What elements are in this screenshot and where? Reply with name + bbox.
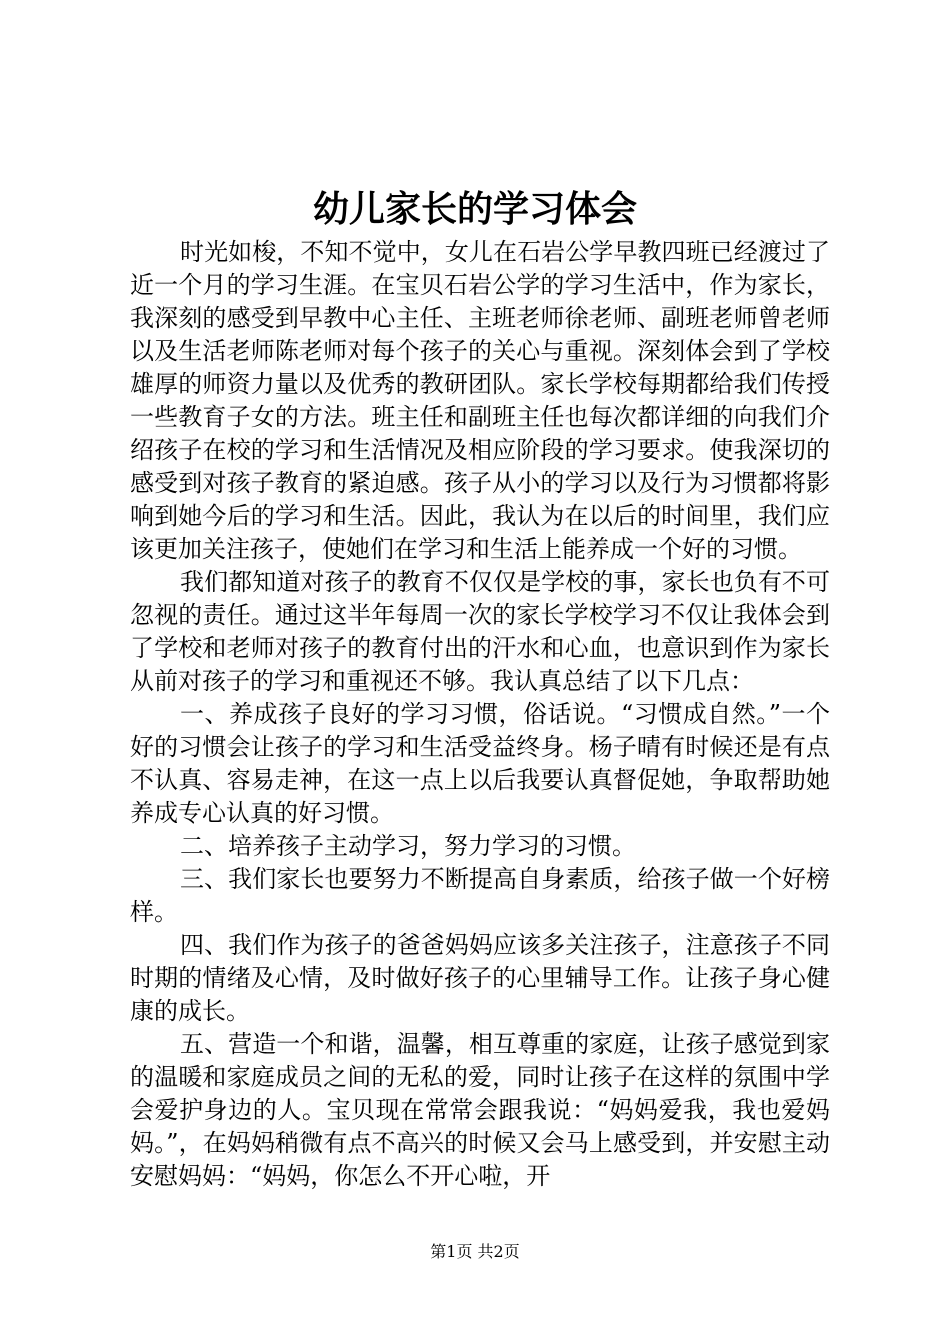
paragraph-intro: 时光如梭，不知不觉中，女儿在石岩公学早教四班已经渡过了近一个月的学习生涯。在宝贝石岩公学的学习生活中，作为家长，我深刻的感受到早教中心主任、主班老师徐老师、副班老师曾老师以及生活老师陈老师对每个孩子的关心与重视。深刻体会到了学校雄厚的师资力量以及优秀的教研团队。家长学校每期都给我们传授一些教育子女的方法。班主任和副班主任也每次都详细的向我们介绍孩子在校的学习和生活情况及相应阶段的学习要求。使我深切的感受到对孩子教育的紧迫感。孩子从小的学习以及行为习惯都将影响到她今后的学习和生活。因此，我认为在以后的时间里，我们应该更加关注孩子，使她们在学习和生活上能养成一个好的习惯。 [130,238,830,563]
page-number-footer: 第1页 共2页 [430,1242,520,1261]
paragraph-point-5: 五、营造一个和谐，温馨，相互尊重的家庭，让孩子感觉到家的温暖和家庭成员之间的无私的爱，同时让孩子在这样的氛围中学会爱护身边的人。宝贝现在常常会跟我说：“妈妈爱我，我也爱妈妈。”，在妈妈稍微有点不高兴的时候又会马上感受到，并安慰主动安慰妈妈：“妈妈，你怎么不开心啦，开 [130,1030,830,1190]
paragraph-point-2: 二、培养孩子主动学习，努力学习的习惯。 [180,832,636,860]
paragraph-responsibility: 我们都知道对孩子的教育不仅仅是学校的事，家长也负有不可忽视的责任。通过这半年每周一次的家长学校学习不仅让我体会到了学校和老师对孩子的教育付出的汗水和心血，也意识到作为家长从前对孩子的学习和重视还不够。我认真总结了以下几点： [130,568,830,695]
paragraph-point-1: 一、养成孩子良好的学习习惯，俗话说。“习惯成自然。”一个好的习惯会让孩子的学习和生活受益终身。杨子晴有时候还是有点不认真、容易走神，在这一点上以后我要认真督促她，争取帮助她养成专心认真的好习惯。 [130,700,830,827]
paragraph-point-4: 四、我们作为孩子的爸爸妈妈应该多关注孩子，注意孩子不同时期的情绪及心情，及时做好孩子的心里辅导工作。让孩子身心健康的成长。 [130,931,830,1025]
document-body [130,236,830,1193]
page-title: 幼儿家长的学习体会 [312,188,637,230]
paragraph-point-3: 三、我们家长也要努力不断提高自身素质，给孩子做一个好榜样。 [130,865,830,926]
